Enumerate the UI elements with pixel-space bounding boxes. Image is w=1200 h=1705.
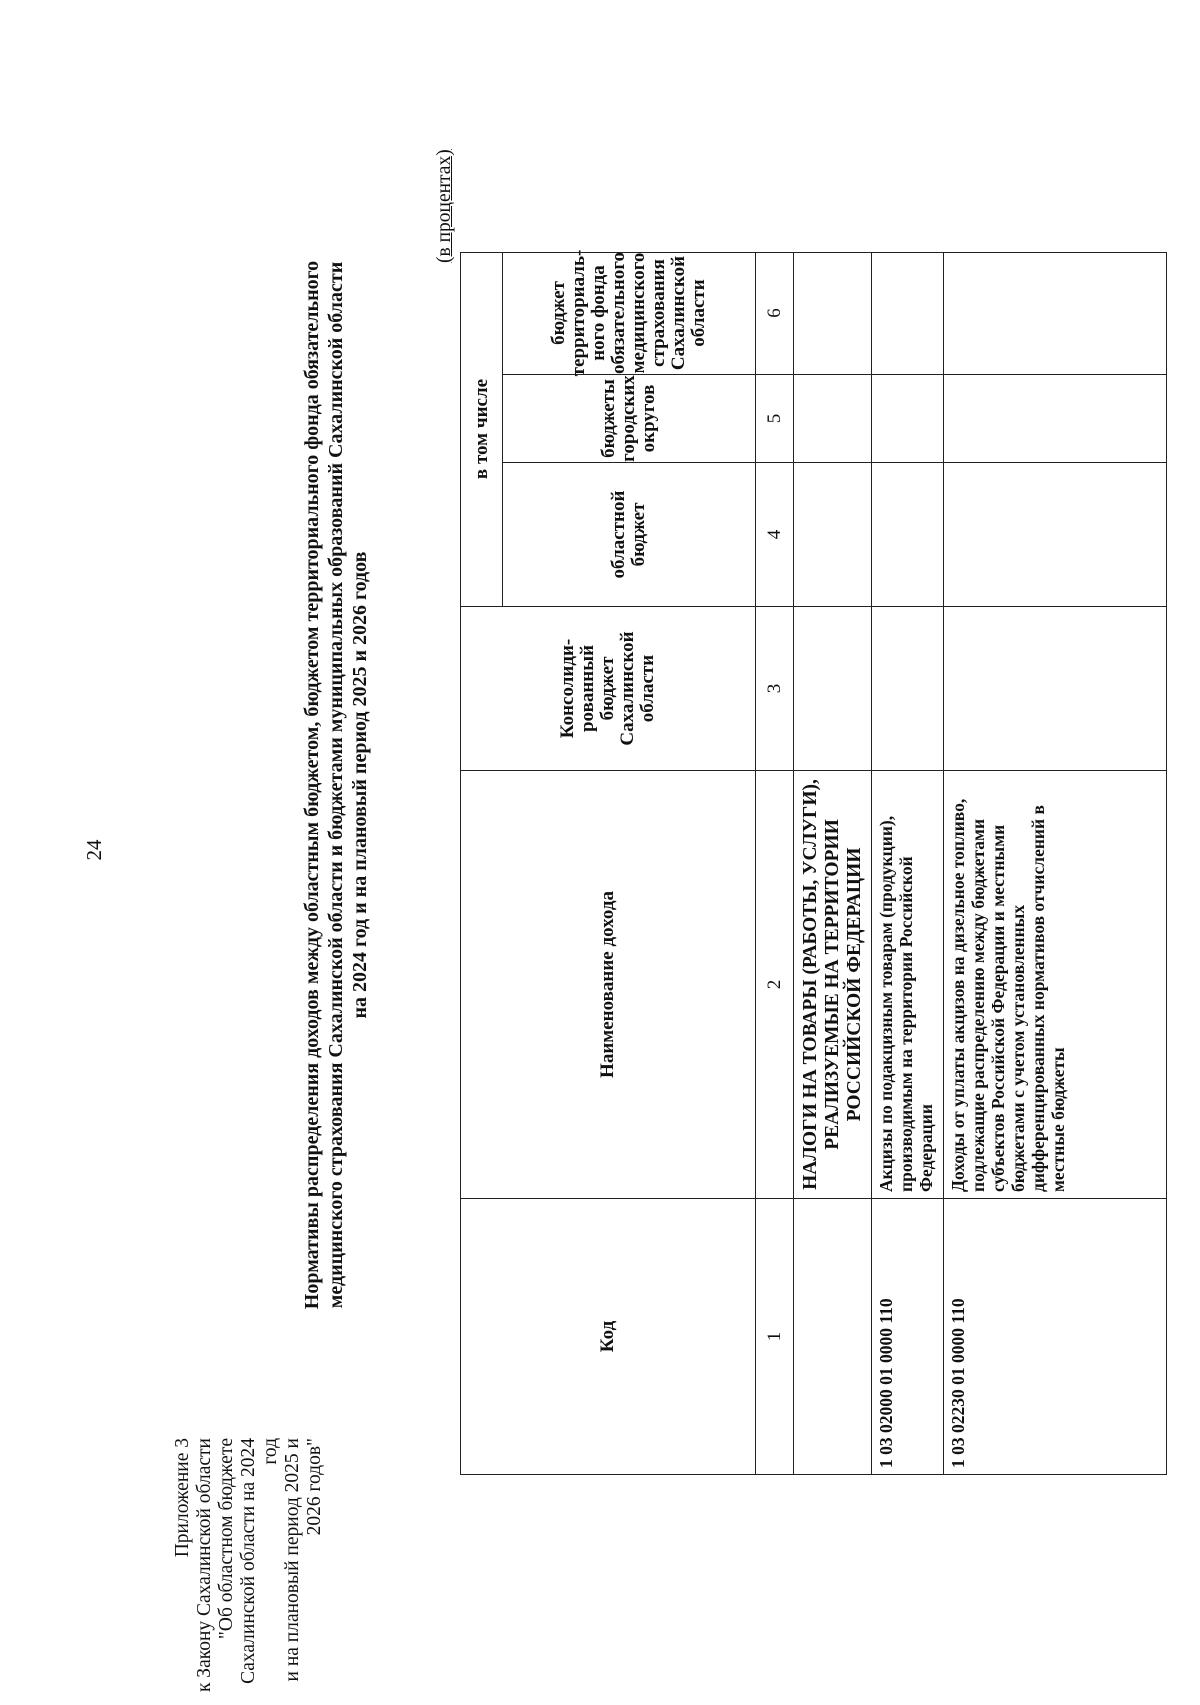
appendix-line: "Об областном бюджете Сахалинской области на 2024 год bbox=[216, 1438, 281, 1684]
column-number: 6 bbox=[755, 252, 793, 375]
table-row-oms-fund bbox=[943, 252, 1167, 375]
appendix-line: к Закону Сахалинской области bbox=[194, 1438, 215, 1693]
table-row-code bbox=[793, 1199, 871, 1475]
header-city-districts: бюджеты городских округов bbox=[502, 375, 755, 463]
appendix-line: и на плановый период 2025 и 2026 годов" bbox=[282, 1438, 325, 1682]
column-number: 3 bbox=[755, 607, 793, 771]
table-row-city-districts bbox=[871, 375, 943, 463]
table-row-consolidated bbox=[871, 607, 943, 771]
column-number: 5 bbox=[755, 375, 793, 463]
header-oms-fund: бюджет территориаль-ного фонда обязательного медицинского страхования Сахалинской области bbox=[502, 252, 755, 375]
title-line: медицинского страхования Сахалинской области и бюджетами муниципальных образований Сахалинской области bbox=[325, 261, 347, 1309]
title-line: Нормативы распределения доходов между областным бюджетом, бюджетом территориального фонда обязательного bbox=[301, 260, 323, 1310]
header-consolidated: Консолиди-рованный бюджет Сахалинской области bbox=[460, 607, 755, 771]
table-row-regional bbox=[793, 463, 871, 607]
table-row-code: 1 03 02000 01 0000 110 bbox=[871, 1199, 943, 1475]
header-code: Код bbox=[460, 1199, 755, 1475]
table-row-name: Доходы от уплаты акцизов на дизельное топливо, подлежащие распределению между бюджетами субъектов Российской Федерации и местными бюджетами с учетом установленных дифференцированных нормативов отчислений в местные бюджеты bbox=[943, 771, 1167, 1199]
table-row-code: 1 03 02230 01 0000 110 bbox=[943, 1199, 1167, 1475]
column-number: 4 bbox=[755, 463, 793, 607]
table-row-oms-fund bbox=[871, 252, 943, 375]
header-regional: областной бюджет bbox=[502, 463, 755, 607]
units-label: (в процентах) bbox=[434, 149, 455, 263]
distribution-table bbox=[460, 249, 1167, 1475]
page-number: 24 bbox=[82, 839, 106, 861]
table-row-consolidated bbox=[943, 607, 1167, 771]
table-row-city-districts bbox=[793, 375, 871, 463]
column-number: 2 bbox=[755, 771, 793, 1199]
appendix-line: Приложение 3 bbox=[172, 1438, 193, 1558]
table-row-regional bbox=[871, 463, 943, 607]
table-row-regional bbox=[943, 463, 1167, 607]
table-row-oms-fund bbox=[793, 252, 871, 375]
column-number: 1 bbox=[755, 1199, 793, 1475]
title-line: на 2024 год и на плановый период 2025 и 2026 годов bbox=[349, 551, 371, 1019]
table-row-name: НАЛОГИ НА ТОВАРЫ (РАБОТЫ, УСЛУГИ), РЕАЛИЗУЕМЫЕ НА ТЕРРИТОРИИ РОССИЙСКОЙ ФЕДЕРАЦИИ bbox=[793, 771, 871, 1199]
table-row-name: Акцизы по подакцизным товарам (продукции), производимым на территории Российской Федерации bbox=[871, 771, 943, 1199]
appendix-note bbox=[172, 1438, 326, 1705]
document-title bbox=[300, 195, 372, 1375]
table-row-consolidated bbox=[793, 607, 871, 771]
header-including: в том числе bbox=[460, 252, 502, 607]
table-row-city-districts bbox=[943, 375, 1167, 463]
header-name: Наименование дохода bbox=[460, 771, 755, 1199]
